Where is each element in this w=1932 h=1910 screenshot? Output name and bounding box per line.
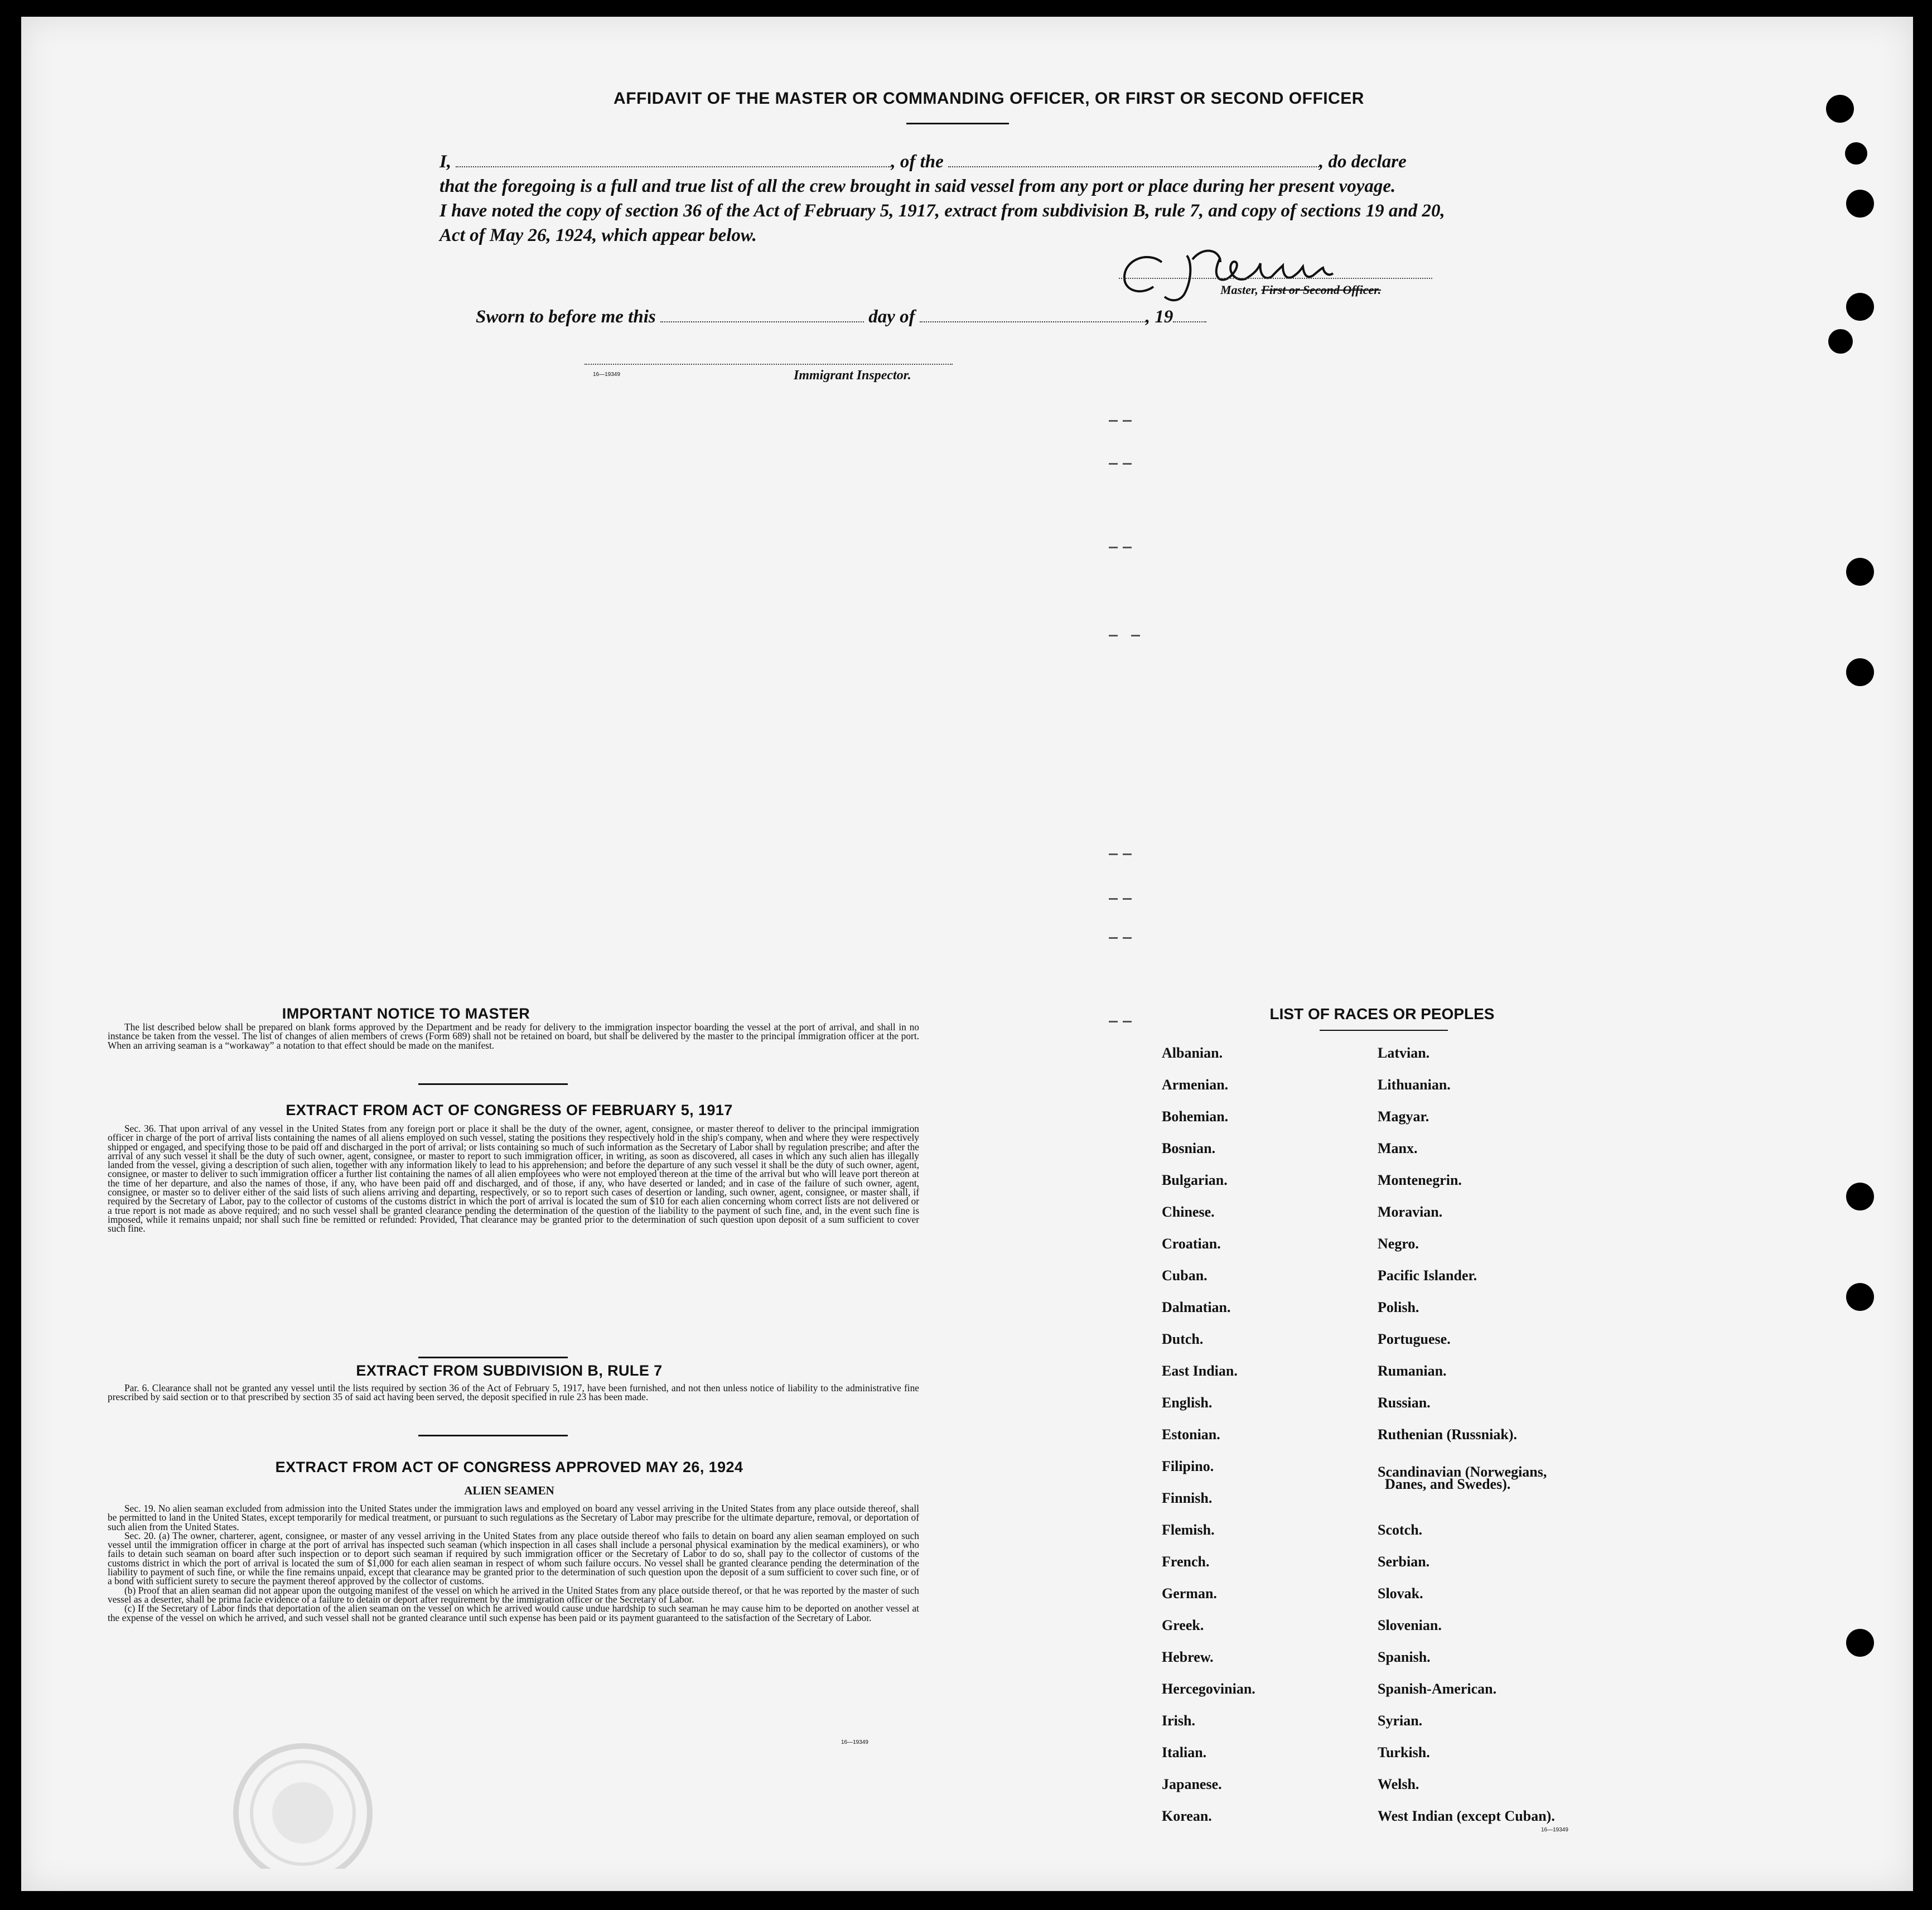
race-item: Russian. (1378, 1395, 1431, 1411)
sworn-line (476, 307, 1206, 327)
race-item: Filipino. (1162, 1458, 1214, 1474)
race-item: Bosnian. (1162, 1140, 1216, 1156)
extract-1924-title: EXTRACT FROM ACT OF CONGRESS APPROVED MAY 26, 1924 (275, 1459, 743, 1475)
caption-struck: First or Second Officer. (1261, 283, 1382, 297)
punch-hole (1845, 142, 1867, 165)
declaration-line-2: that the foregoing is a full and true list of all the crew brought in said vessel from any port or place during her present voyage. (439, 176, 1396, 196)
notice-paragraph: The list described below shall be prepared on blank forms approved by the Department and be ready for delivery to the immigration inspector boarding the vessel at the port of arrival, and shall in no instance be taken from the vessel. The list of changes of alien members of crews (Form 689) shall not be retained on board, but shall be delivered by the master to the principal immigration officer at the port. When an arriving seaman is a “workaway” a notation to that effect should be made on the manifest. (108, 1021, 919, 1051)
race-item: Japanese. (1162, 1776, 1222, 1792)
declaration-line-1 (439, 152, 1499, 172)
bleed-mark (1109, 463, 1118, 465)
bleed-mark (1131, 635, 1140, 636)
title-rule (906, 123, 1009, 124)
document-page (21, 17, 1913, 1891)
race-item: Hercegovinian. (1162, 1681, 1255, 1697)
bleed-mark (1123, 898, 1132, 900)
race-item: Scotch. (1378, 1522, 1423, 1538)
inspector-signature-line (585, 364, 953, 365)
notice-rule (418, 1083, 568, 1085)
punch-hole (1846, 558, 1874, 586)
race-item: Irish. (1162, 1713, 1195, 1729)
race-item: Bohemian. (1162, 1108, 1229, 1125)
race-item: Estonian. (1162, 1426, 1220, 1443)
race-item: Syrian. (1378, 1713, 1423, 1729)
do-declare-label: , do declare (1319, 152, 1407, 172)
race-item: Armenian. (1162, 1077, 1229, 1093)
race-item: Dutch. (1162, 1331, 1204, 1347)
bleed-mark (1123, 853, 1132, 855)
race-item: Portuguese. (1378, 1331, 1451, 1347)
race-item: Italian. (1162, 1744, 1207, 1761)
declaration-line-4: Act of May 26, 1924, which appear below. (439, 225, 757, 245)
bleed-mark (1109, 853, 1118, 855)
sworn-day-field[interactable] (660, 308, 864, 322)
sec-36-paragraph: Sec. 36. That upon arrival of any vessel in the United States from any foreign port or place it shall be the duty of the owner, agent, consignee, or master thereof to deliver to the principal immigration officer in charge of the port of arrival lists containing the names of all aliens employed on such vessel, stating the positions they respectively hold in the ship's company, when and where they were respectively shipped or engaged, and specifying those to be paid off and discharged in the port of arrival; or lists containing so much of such information as the Secretary of Labor shall by regulation prescribe; and after the arrival of any such vessel it shall be the duty of such owner, agent, consignee, or master to report to such immigration officer, in writing, as soon as discovered, all cases in which any such alien has illegally landed from the vessel, giving a description of such alien, together with any information likely to lead to his apprehension; and before the departure of any such vessel it shall be the duty of such owner, agent, consignee, or master to deliver to such immigration officer a further list containing the names of all alien employees who were not employed thereon at the time of the arrival but who will leave port thereon at the time of her departure, and also the names of those, if any, who have been paid off and discharged, and of those, if any, who have deserted or landed; and in case of the failure of such owner, agent, consignee, or master so to deliver either of the said lists of such aliens arriving and departing, respectively, or so to report such cases of desertion or landing, such owner, agent, consignee, or master shall, if required by the Secretary of Labor, pay to the collector of customs of the customs district in which the port of arrival is located the sum of $10 for each alien concerning whom correct lists are not delivered or a true report is not made as above required; and no such vessel shall be granted clearance pending the determination of the question of the liability to the payment of such fine, and, in the event such fine is imposed, while it remains unpaid; nor shall such fine be remitted or refunded: Provided, That clearance may be granted prior to the determination of such question upon deposit of a sum sufficient to cover such fine. (108, 1123, 919, 1234)
bleed-mark (1109, 937, 1118, 939)
race-item: Montenegrin. (1378, 1172, 1462, 1188)
of-the-label: , of the (891, 152, 944, 172)
race-item: Welsh. (1378, 1776, 1419, 1792)
extract-1917-rule (418, 1357, 568, 1358)
sec-19-paragraph: Sec. 19. No alien seaman excluded from admission into the United States under the immigration laws and employed on board any vessel arriving in the United States from any place outside thereof, shall be permitted to land in the United States, except temporarily for medical treatment, or pursuant to such regulations as the Secretary of Labor may prescribe for the ultimate departure, removal, or deportation of such alien from the United States. (108, 1503, 919, 1532)
race-item: Bulgarian. (1162, 1172, 1228, 1188)
race-item: East Indian. (1162, 1363, 1238, 1379)
signature-line (1119, 278, 1432, 279)
race-item: Scandinavian (Norwegians, (1378, 1464, 1547, 1480)
form-number-bottom-left: 16—19349 (841, 1739, 868, 1745)
race-item: Slovenian. (1378, 1617, 1442, 1633)
race-item: Danes, and Swedes). (1385, 1476, 1511, 1492)
bleed-mark (1123, 1021, 1132, 1022)
race-item: Moravian. (1378, 1204, 1443, 1220)
extract-1924-text (108, 1504, 919, 1622)
embossed-seal (211, 1735, 395, 1869)
race-item: French. (1162, 1554, 1210, 1570)
race-item: Slovak. (1378, 1585, 1423, 1602)
master-signature (1109, 229, 1399, 312)
race-item: German. (1162, 1585, 1217, 1602)
rule-7-rule (418, 1435, 568, 1436)
race-item: Serbian. (1378, 1554, 1430, 1570)
race-item: Finnish. (1162, 1490, 1213, 1506)
race-item: Albanian. (1162, 1045, 1223, 1061)
race-item: Croatian. (1162, 1236, 1221, 1252)
rule-7-title: EXTRACT FROM SUBDIVISION B, RULE 7 (356, 1362, 663, 1379)
race-item: Lithuanian. (1378, 1077, 1451, 1093)
race-item: Manx. (1378, 1140, 1418, 1156)
signature-caption (1220, 283, 1381, 297)
punch-hole (1826, 95, 1854, 123)
races-title-rule (1320, 1030, 1448, 1031)
day-of-label: day of (868, 307, 915, 327)
caption-master: Master, (1220, 283, 1258, 297)
notice-text (108, 1022, 919, 1050)
affidavit-title: AFFIDAVIT OF THE MASTER OR COMMANDING OFFICER, OR FIRST OR SECOND OFFICER (614, 89, 1364, 108)
race-item: West Indian (except Cuban). (1378, 1808, 1555, 1824)
bleed-mark (1123, 937, 1132, 939)
race-item: Spanish-American. (1378, 1681, 1497, 1697)
race-item: Greek. (1162, 1617, 1204, 1633)
punch-hole (1846, 1629, 1874, 1657)
sec-20a-paragraph: Sec. 20. (a) The owner, charterer, agent, consignee, or master of any vessel arriving in the United States from any place outside thereof who fails to detain on board any alien seaman employed on such vessel until the immigration officer in charge at the port of arrival has inspected such seaman (which inspection in all cases shall include a personal physical examination by the medical examiners), or who fails to detain such seaman on board after such inspection or to deport such seaman if required by such immigration officer or the Secretary of Labor to do so, shall pay to the collector of customs of the customs district in which the port of arrival is located the sum of $1,000 for each alien seaman in respect of whom such failure occurs. No vessel shall be granted clearance pending the determination of the liability to payment of such fine, or while the fine remains unpaid, except that clearance may be granted prior to the determination of such question upon the deposit of a sum sufficient to cover such fine, or of a bond with sufficient surety to secure the payment thereof approved by the collector of customs. (108, 1530, 919, 1587)
notice-title: IMPORTANT NOTICE TO MASTER (282, 1005, 530, 1022)
par-6-paragraph: Par. 6. Clearance shall not be granted any vessel until the lists required by section 36 of the Act of February 5, 1917, have been furnished, and not then unless notice of liability to the administrative fine prescribed by said section or to that prescribed by section 35 of said act having been served, the deposit specified in rule 23 has been made. (108, 1382, 919, 1403)
bleed-mark (1123, 463, 1132, 465)
form-number-top: 16—19349 (593, 372, 620, 378)
race-item: Hebrew. (1162, 1649, 1214, 1665)
rule-7-text (108, 1383, 919, 1402)
sec-20b-paragraph: (b) Proof that an alien seaman did not appear upon the outgoing manifest of the vessel on which he arrived in the United States from any place outside thereof, or that he was reported by the master of such vessel as a deserter, shall be prima facie evidence of a failure to detain or deport after requirement by the immigration officer or the Secretary of Labor. (108, 1584, 919, 1605)
race-item: Negro. (1378, 1236, 1419, 1252)
declarant-label: I, (439, 152, 452, 172)
bleed-mark (1109, 1021, 1118, 1022)
race-item: Turkish. (1378, 1744, 1430, 1761)
race-item: Polish. (1378, 1299, 1419, 1315)
punch-hole (1846, 1183, 1874, 1210)
punch-hole (1846, 190, 1874, 218)
bleed-mark (1109, 635, 1118, 636)
bleed-mark (1109, 420, 1118, 422)
punch-hole (1846, 1283, 1874, 1311)
race-item: Cuban. (1162, 1267, 1208, 1284)
races-title: LIST OF RACES OR PEOPLES (1269, 1005, 1495, 1022)
race-item: Flemish. (1162, 1522, 1215, 1538)
race-item: Spanish. (1378, 1649, 1431, 1665)
race-item: Ruthenian (Russniak). (1378, 1426, 1517, 1443)
punch-hole (1846, 293, 1874, 321)
declarant-name-field[interactable] (456, 153, 891, 167)
sworn-year-field[interactable] (1173, 308, 1206, 322)
race-item: English. (1162, 1395, 1213, 1411)
sec-20c-paragraph: (c) If the Secretary of Labor finds that deportation of the alien seaman on the vessel on which he arrived would cause undue hardship to such seaman he may cause him to be deported on another vessel at the expense of the vessel on which he arrived, and such vessel shall not be granted clearance until such expense has been paid or its payment guaranteed to the satisfaction of the Secretary of Labor. (108, 1603, 919, 1623)
bleed-mark (1123, 547, 1132, 548)
sworn-month-field[interactable] (920, 308, 1146, 322)
form-number-bottom-right: 16—19349 (1541, 1827, 1568, 1833)
alien-seamen-subtitle: ALIEN SEAMEN (464, 1484, 554, 1497)
bleed-mark (1109, 898, 1118, 900)
race-item: Dalmatian. (1162, 1299, 1231, 1315)
extract-1917-title: EXTRACT FROM ACT OF CONGRESS OF FEBRUARY 5, 1917 (286, 1102, 733, 1118)
bleed-mark (1123, 420, 1132, 422)
race-item: Korean. (1162, 1808, 1212, 1824)
punch-hole (1828, 329, 1853, 354)
race-item: Magyar. (1378, 1108, 1429, 1125)
vessel-name-field[interactable] (948, 153, 1319, 167)
declaration-line-3: I have noted the copy of section 36 of the Act of February 5, 1917, extract from subdivision B, rule 7, and copy of sections 19 and 20, (439, 201, 1445, 221)
race-item: Latvian. (1378, 1045, 1430, 1061)
inspector-label: Immigrant Inspector. (794, 368, 911, 383)
bleed-mark (1109, 547, 1118, 548)
sworn-label: Sworn to before me this (476, 307, 656, 327)
race-item: Chinese. (1162, 1204, 1215, 1220)
race-item: Pacific Islander. (1378, 1267, 1477, 1284)
extract-1917-text (108, 1124, 919, 1233)
race-item: Rumanian. (1378, 1363, 1447, 1379)
punch-hole (1846, 658, 1874, 686)
year-label: , 19 (1145, 307, 1173, 327)
